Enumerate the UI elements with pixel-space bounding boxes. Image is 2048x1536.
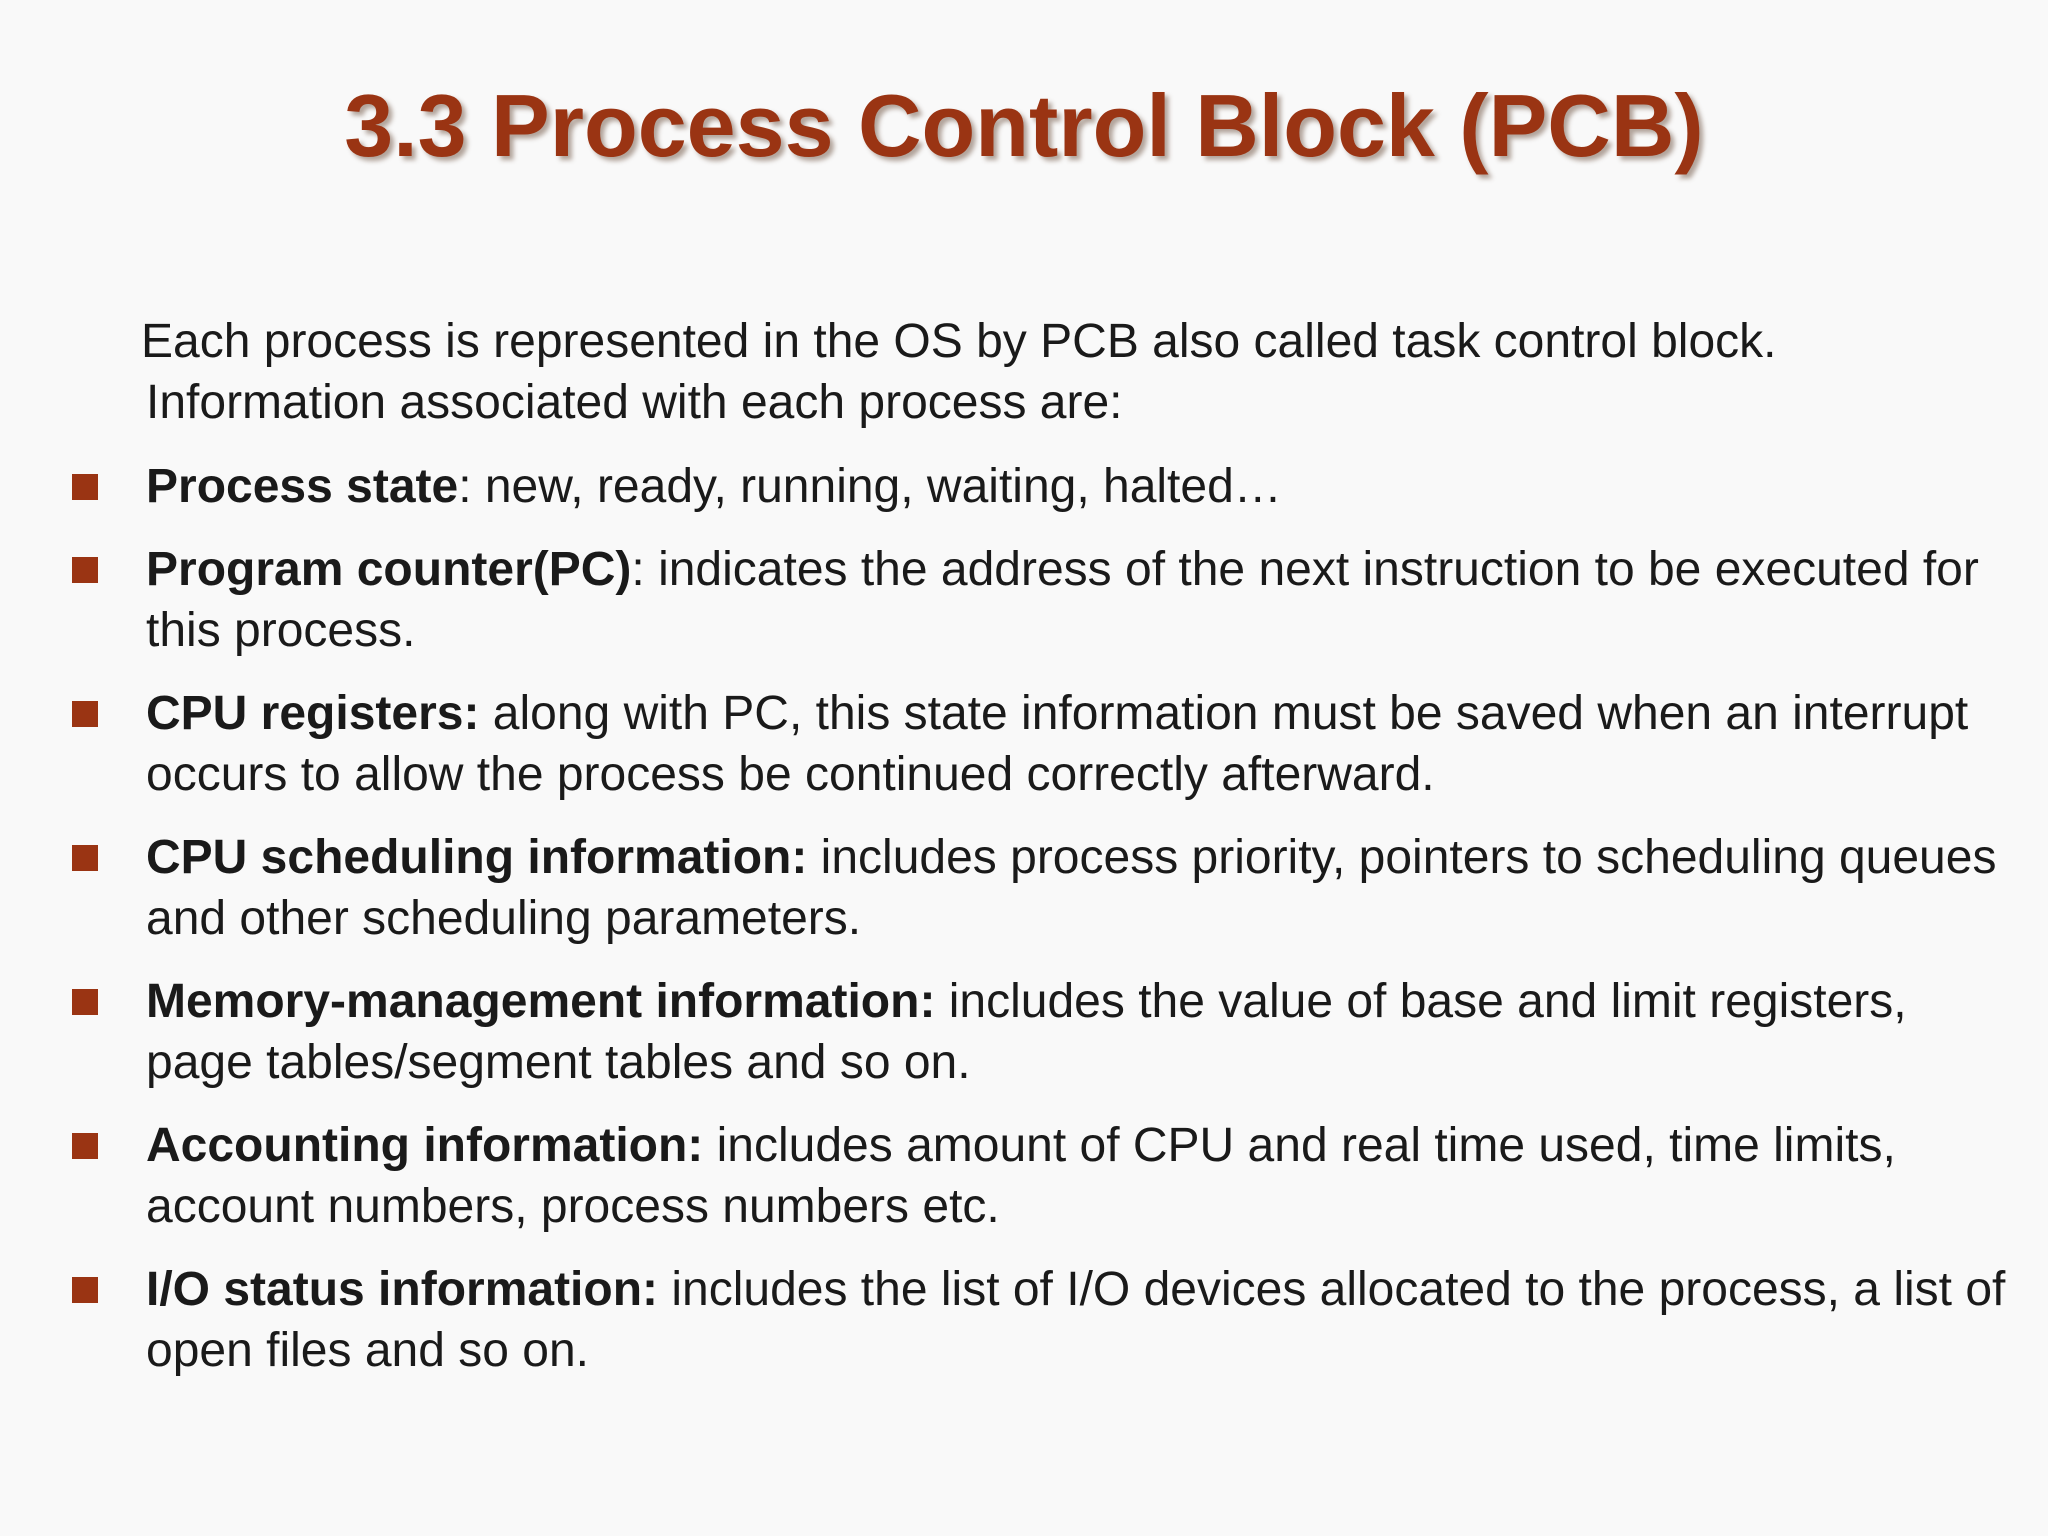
bullet-text: : indicates the address of the next instruction to be executed for this process. (146, 543, 1979, 657)
bullet-cpu-registers (0, 683, 2048, 805)
intro-line-1: Each process is represented in the OS by PCB also called task control block. (141, 315, 1777, 368)
intro-paragraph (141, 311, 1966, 433)
bullet-text: includes the value of base and limit registers, page tables/segment tables and so on. (146, 975, 1907, 1089)
bullet-io-status (0, 1259, 2048, 1381)
bullet-list (0, 456, 2048, 1403)
bullet-cpu-scheduling (0, 827, 2048, 949)
bullet-term: CPU scheduling information: (146, 831, 808, 884)
bullet-process-state (0, 456, 2048, 517)
bullet-text: includes amount of CPU and real time used, time limits, account numbers, process numbers etc. (146, 1119, 1896, 1233)
square-bullet-icon (72, 1277, 98, 1303)
bullet-text: includes process priority, pointers to scheduling queues and other scheduling parameters. (146, 831, 1997, 945)
slide-title: 3.3 Process Control Block (PCB) (344, 76, 1704, 175)
bullet-term: Memory-management information: (146, 975, 936, 1028)
bullet-term: Program counter(PC) (146, 543, 632, 596)
square-bullet-icon (72, 474, 98, 500)
square-bullet-icon (72, 1133, 98, 1159)
bullet-term: Process state (146, 460, 459, 513)
bullet-text: along with PC, this state information must be saved when an interrupt occurs to allow the process be continued correctly afterward. (146, 687, 1969, 801)
bullet-term: CPU registers: (146, 687, 480, 740)
bullet-text: includes the list of I/O devices allocated to the process, a list of open files and so on. (146, 1263, 2006, 1377)
square-bullet-icon (72, 557, 98, 583)
bullet-text: : new, ready, running, waiting, halted… (458, 460, 1282, 513)
bullet-program-counter (0, 539, 2048, 661)
square-bullet-icon (72, 989, 98, 1015)
bullet-term: Accounting information: (146, 1119, 704, 1172)
bullet-accounting (0, 1115, 2048, 1237)
bullet-memory-management (0, 971, 2048, 1093)
intro-line-2: Information associated with each process are: (146, 376, 1123, 429)
bullet-term: I/O status information: (146, 1263, 659, 1316)
square-bullet-icon (72, 701, 98, 727)
square-bullet-icon (72, 845, 98, 871)
